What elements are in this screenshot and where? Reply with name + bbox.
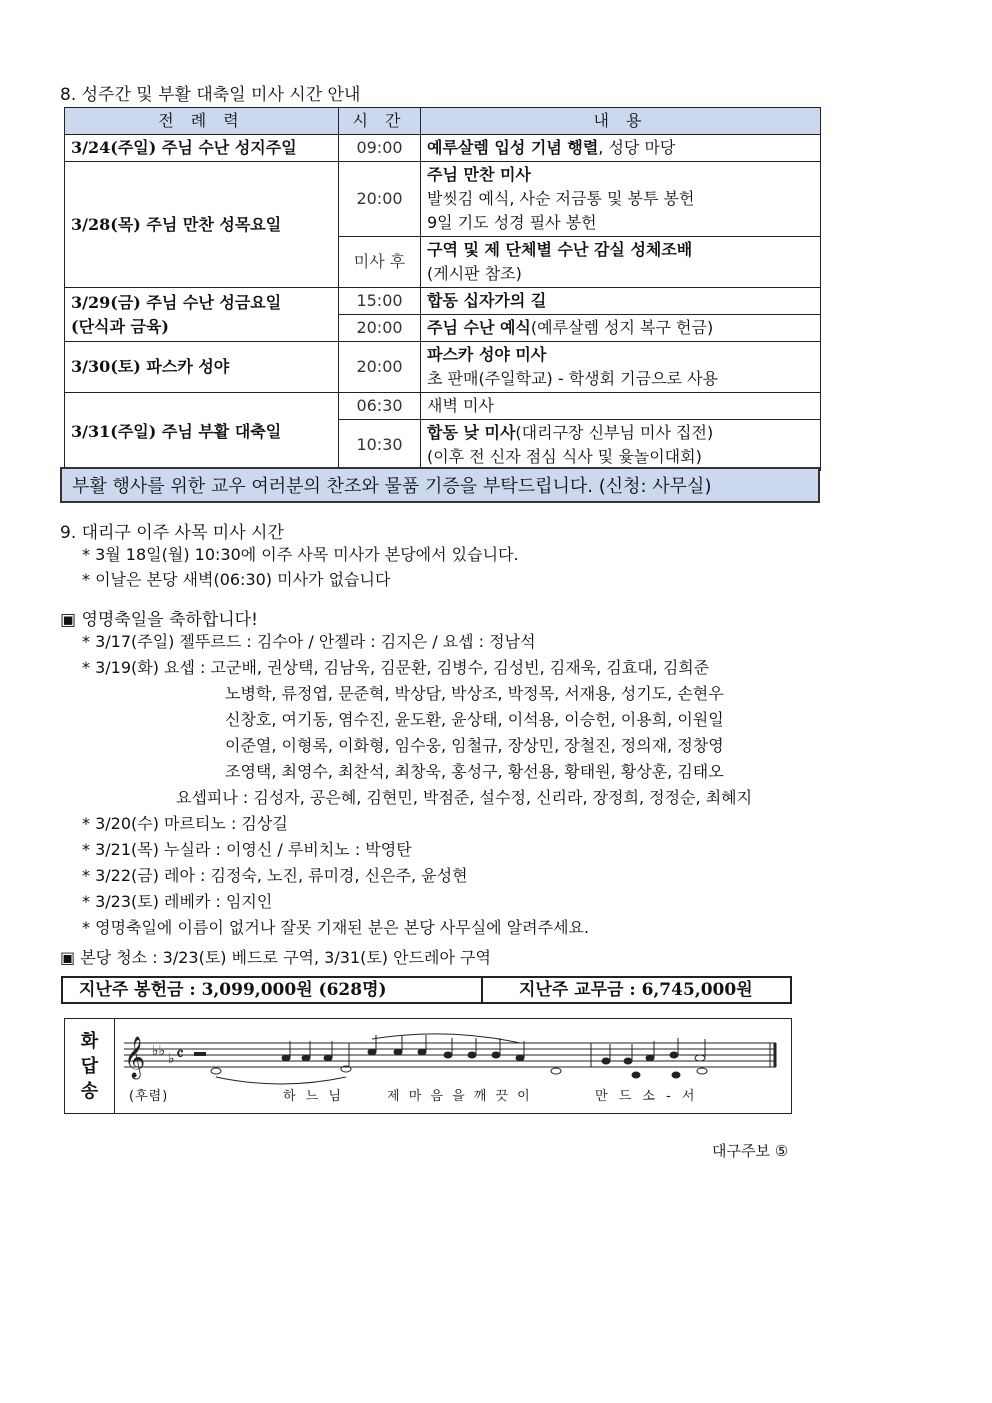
donation-banner: 부활 행사를 위한 교우 여러분의 찬조와 물품 기증을 부탁드립니다. (신청: 사무실) bbox=[60, 467, 820, 503]
feast-line: 이준열, 이형록, 이화형, 임수웅, 임철규, 장상민, 장철진, 정의재, 정창영 bbox=[225, 736, 724, 755]
svg-text:♭♭: ♭♭ bbox=[152, 1043, 166, 1059]
table-row bbox=[65, 342, 821, 393]
svg-text:𝄞: 𝄞 bbox=[124, 1037, 146, 1078]
dues-total: 지난주 교무금 : 6,745,000원 bbox=[519, 980, 753, 1000]
feast-line: 요셉피나 : 김성자, 공은혜, 김현민, 박점준, 설수정, 신리라, 장정희, 정정순, 최혜지 bbox=[176, 788, 753, 807]
table-row bbox=[65, 288, 821, 315]
liturgy-cell: 3/24(주일) 주님 수난 성지주일 bbox=[65, 135, 339, 162]
time-cell: 20:00 bbox=[339, 342, 421, 393]
header-content: 내 용 bbox=[421, 108, 821, 135]
content-cell: 합동 십자가의 길 bbox=[421, 288, 821, 315]
schedule-table bbox=[64, 107, 821, 471]
psalm-lyric: 제 마 음 을 깨 끗 이 bbox=[387, 1089, 530, 1104]
feast-line: * 3/20(수) 마르티노 : 김상길 bbox=[82, 814, 288, 833]
table-row bbox=[65, 162, 821, 237]
table-row bbox=[65, 135, 821, 162]
feast-line: * 3/17(주일) 젤뚜르드 : 김수아 / 안젤라 : 김지은 / 요셉 : 정남석 bbox=[82, 632, 536, 651]
header-time: 시 간 bbox=[339, 108, 421, 135]
svg-text:♭: ♭ bbox=[168, 1051, 175, 1067]
header-liturgy: 전 례 력 bbox=[65, 108, 339, 135]
section8-title: 8. 성주간 및 부활 대축일 미사 시간 안내 bbox=[60, 85, 361, 105]
page-footer: 대구주보 ⑤ bbox=[712, 1142, 789, 1160]
time-cell: 20:00 bbox=[339, 162, 421, 237]
psalm-lyric: 하 느 님 bbox=[283, 1089, 341, 1104]
svg-text:𝄴: 𝄴 bbox=[176, 1044, 185, 1065]
psalm-lyric: 만 드 소 - 서 bbox=[595, 1089, 695, 1104]
content-cell: 주님 만찬 미사 발씻김 예식, 사순 저금통 및 봉투 봉헌 9일 기도 성경 필사 봉헌 bbox=[421, 162, 821, 237]
liturgy-cell: 3/29(금) 주님 수난 성금요일 (단식과 금육) bbox=[65, 288, 339, 342]
time-cell: 15:00 bbox=[339, 288, 421, 315]
cleaning-notice: ▣ 본당 청소 : 3/23(토) 베드로 구역, 3/31(토) 안드레아 구역 bbox=[60, 948, 491, 967]
section9-line: * 3월 18일(월) 10:30에 이주 사목 미사가 본당에서 있습니다. bbox=[82, 545, 519, 564]
feast-line: 신창호, 여기동, 염수진, 윤도환, 윤상태, 이석용, 이승헌, 이용희, 이원일 bbox=[225, 710, 724, 729]
liturgy-cell: 3/31(주일) 주님 부활 대축일 bbox=[65, 393, 339, 471]
feast-line: * 3/22(금) 레아 : 김정숙, 노진, 류미경, 신은주, 윤성현 bbox=[82, 866, 468, 885]
feast-title: ▣ 영명축일을 축하합니다! bbox=[60, 610, 258, 630]
feast-line: 조영택, 최영수, 최찬석, 최창욱, 홍성구, 황선용, 황태원, 황상훈, 김태오 bbox=[225, 762, 724, 781]
feast-line: * 3/23(토) 레베카 : 임지인 bbox=[82, 892, 273, 911]
feast-line: * 영명축일에 이름이 없거나 잘못 기재된 분은 본당 사무실에 알려주세요. bbox=[82, 918, 590, 937]
table-row bbox=[65, 393, 821, 420]
content-cell: 예루살렘 입성 기념 행렬, 성당 마당 bbox=[421, 135, 821, 162]
feast-line: * 3/19(화) 요셉 : 고군배, 권상택, 김남욱, 김문환, 김병수, 김성빈, 김재욱, 김효대, 김희준 bbox=[82, 658, 710, 677]
money-box bbox=[61, 976, 792, 1004]
psalm-side-label: 화 답 송 bbox=[65, 1019, 115, 1113]
psalm-lyric-label: (후렴) bbox=[129, 1089, 169, 1104]
time-cell: 미사 후 bbox=[339, 237, 421, 288]
content-cell: 합동 낮 미사(대리구장 신부님 미사 집전) (이후 전 신자 점심 식사 및 윷놀이대회) bbox=[421, 420, 821, 471]
content-cell: 구역 및 제 단체별 수난 감실 성체조배 (게시판 참조) bbox=[421, 237, 821, 288]
psalm-score bbox=[64, 1018, 792, 1114]
feast-line: * 3/21(목) 누실라 : 이영신 / 루비치노 : 박영탄 bbox=[82, 840, 412, 859]
content-cell: 새벽 미사 bbox=[421, 393, 821, 420]
table-header bbox=[65, 108, 821, 135]
content-cell: 파스카 성야 미사 초 판매(주일학교) - 학생회 기금으로 사용 bbox=[421, 342, 821, 393]
section9-line: * 이날은 본당 새벽(06:30) 미사가 없습니다 bbox=[82, 570, 391, 589]
section9-title: 9. 대리구 이주 사목 미사 시간 bbox=[60, 523, 284, 543]
content-cell: 주님 수난 예식(예루살렘 성지 복구 헌금) bbox=[421, 315, 821, 342]
liturgy-cell: 3/28(목) 주님 만찬 성목요일 bbox=[65, 162, 339, 288]
liturgy-cell: 3/30(토) 파스카 성야 bbox=[65, 342, 339, 393]
time-cell: 20:00 bbox=[339, 315, 421, 342]
offering-total: 지난주 봉헌금 : 3,099,000원 (628명) bbox=[63, 978, 483, 1002]
time-cell: 06:30 bbox=[339, 393, 421, 420]
time-cell: 10:30 bbox=[339, 420, 421, 471]
time-cell: 09:00 bbox=[339, 135, 421, 162]
feast-line: 노병학, 류정엽, 문준혁, 박상담, 박상조, 박정목, 서재용, 성기도, 손현우 bbox=[225, 684, 724, 703]
